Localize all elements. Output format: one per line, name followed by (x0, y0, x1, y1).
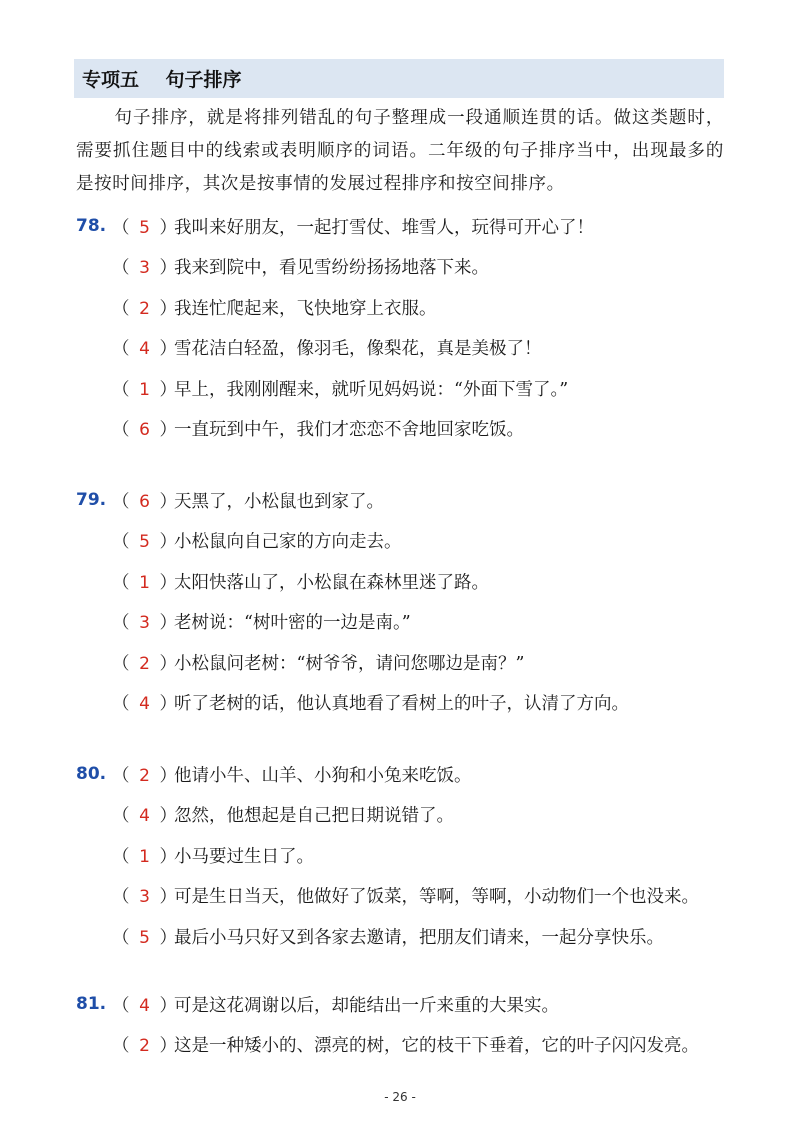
answer-parentheses (112, 762, 177, 787)
sentence-row (76, 683, 736, 724)
paren-right: ） (159, 995, 177, 1016)
sentence-row (76, 876, 736, 917)
answer-parentheses (112, 569, 177, 594)
answer-parentheses (112, 802, 177, 827)
sentence-row (76, 602, 736, 643)
answer-parentheses (112, 376, 177, 401)
paren-right: ） (159, 298, 177, 319)
paren-left: （ (112, 420, 130, 441)
sentence-row (76, 1025, 736, 1066)
sentence-row (76, 642, 736, 683)
sentence-text: 这是一种矮小的、漂亮的树，它的枝干下垂着，它的叶子闪闪发亮。 (174, 1036, 699, 1057)
sentence-text: 他请小牛、山羊、小狗和小兔来吃饭。 (174, 765, 472, 786)
paren-right: ） (159, 420, 177, 441)
sentence-row (76, 409, 736, 450)
question-block (76, 984, 736, 1065)
answer-parentheses (112, 335, 177, 360)
paren-left: （ (112, 379, 130, 400)
sentence-row (76, 328, 736, 369)
intro-paragraph (76, 102, 724, 201)
question-number: 78. (76, 216, 107, 237)
answer-parentheses (112, 214, 177, 239)
sentence-text: 老树说：“树叶密的一边是南。” (174, 613, 411, 634)
answer-parentheses (112, 992, 177, 1017)
answer-number: 4 (139, 694, 150, 715)
paren-left: （ (112, 217, 130, 238)
paren-left: （ (112, 806, 130, 827)
paren-left: （ (112, 258, 130, 279)
paren-left: （ (112, 887, 130, 908)
paren-left: （ (112, 613, 130, 634)
paren-left: （ (112, 532, 130, 553)
question-block (76, 754, 736, 957)
sentence-row (76, 984, 736, 1025)
sentence-text: 我来到院中，看见雪纷纷扬扬地落下来。 (174, 258, 489, 279)
paren-right: ） (159, 258, 177, 279)
answer-parentheses (112, 295, 177, 320)
paren-right: ） (159, 765, 177, 786)
answer-number: 2 (139, 298, 150, 319)
intro-text: 句子排序，就是将排列错乱的句子整理成一段通顺连贯的话。做这类题时，需要抓住题目中的线索或表明顺序的词语。二年级的句子排序当中，出现最多的是按时间排序，其次是按事情的发展过程排序和按空间排序。 (76, 108, 724, 194)
paren-left: （ (112, 572, 130, 593)
sentence-row (76, 561, 736, 602)
paren-left: （ (112, 927, 130, 948)
paren-right: ） (159, 694, 177, 715)
sentence-text: 太阳快落山了，小松鼠在森林里迷了路。 (174, 572, 489, 593)
sentence-text: 小松鼠问老树：“树爷爷，请问您哪边是南？” (174, 653, 525, 674)
paren-right: ） (159, 532, 177, 553)
answer-number: 5 (139, 532, 150, 553)
sentence-text: 最后小马只好又到各家去邀请，把朋友们请来，一起分享快乐。 (174, 927, 664, 948)
section-header (74, 59, 724, 98)
answer-parentheses (112, 924, 177, 949)
answer-number: 1 (139, 379, 150, 400)
sentence-row (76, 206, 736, 247)
sentence-text: 听了老树的话，他认真地看了看树上的叶子，认清了方向。 (174, 694, 629, 715)
question-number: 79. (76, 490, 107, 511)
paren-right: ） (159, 806, 177, 827)
answer-number: 6 (139, 491, 150, 512)
answer-parentheses (112, 843, 177, 868)
paren-right: ） (159, 846, 177, 867)
paren-right: ） (159, 613, 177, 634)
answer-number: 4 (139, 339, 150, 360)
answer-parentheses (112, 1032, 177, 1057)
answer-parentheses (112, 528, 177, 553)
paren-right: ） (159, 491, 177, 512)
sentence-row (76, 521, 736, 562)
answer-number: 2 (139, 653, 150, 674)
sentence-text: 一直玩到中午，我们才恋恋不舍地回家吃饭。 (174, 420, 524, 441)
paren-right: ） (159, 217, 177, 238)
section-title: 专项五 句子排序 (82, 69, 242, 91)
answer-parentheses (112, 254, 177, 279)
sentence-text: 我连忙爬起来，飞快地穿上衣服。 (174, 298, 437, 319)
sentence-row (76, 480, 736, 521)
page-number: - 26 - (384, 1090, 416, 1104)
answer-number: 2 (139, 1036, 150, 1057)
paren-right: ） (159, 572, 177, 593)
answer-parentheses (112, 650, 177, 675)
sentence-text: 忽然，他想起是自己把日期说错了。 (174, 806, 454, 827)
sentence-text: 早上，我刚刚醒来，就听见妈妈说：“外面下雪了。” (174, 379, 569, 400)
answer-number: 5 (139, 217, 150, 238)
question-block (76, 480, 736, 723)
sentence-row (76, 795, 736, 836)
answer-number: 1 (139, 846, 150, 867)
paren-left: （ (112, 339, 130, 360)
sentence-text: 我叫来好朋友，一起打雪仗、堆雪人，玩得可开心了！ (174, 217, 594, 238)
sentence-row (76, 247, 736, 288)
question-number: 80. (76, 764, 107, 785)
sentence-row (76, 835, 736, 876)
answer-number: 4 (139, 995, 150, 1016)
paren-left: （ (112, 491, 130, 512)
sentence-text: 可是这花凋谢以后，却能结出一斤来重的大果实。 (174, 995, 559, 1016)
paren-right: ） (159, 379, 177, 400)
sentence-text: 小马要过生日了。 (174, 846, 314, 867)
question-number: 81. (76, 994, 107, 1015)
sentence-row (76, 916, 736, 957)
paren-right: ） (159, 887, 177, 908)
answer-parentheses (112, 488, 177, 513)
sentence-row (76, 754, 736, 795)
paren-left: （ (112, 653, 130, 674)
answer-number: 5 (139, 927, 150, 948)
paren-left: （ (112, 995, 130, 1016)
answer-number: 3 (139, 258, 150, 279)
paren-left: （ (112, 1036, 130, 1057)
answer-parentheses (112, 609, 177, 634)
answer-number: 3 (139, 887, 150, 908)
sentence-text: 天黑了，小松鼠也到家了。 (174, 491, 384, 512)
paren-right: ） (159, 653, 177, 674)
paren-left: （ (112, 846, 130, 867)
answer-number: 6 (139, 420, 150, 441)
paren-right: ） (159, 339, 177, 360)
answer-number: 3 (139, 613, 150, 634)
answer-parentheses (112, 690, 177, 715)
sentence-text: 可是生日当天，他做好了饭菜，等啊，等啊，小动物们一个也没来。 (174, 887, 699, 908)
sentence-row (76, 368, 736, 409)
paren-left: （ (112, 694, 130, 715)
paren-right: ） (159, 1036, 177, 1057)
answer-number: 1 (139, 572, 150, 593)
answer-number: 4 (139, 806, 150, 827)
answer-number: 2 (139, 765, 150, 786)
sentence-row (76, 287, 736, 328)
answer-parentheses (112, 883, 177, 908)
paren-left: （ (112, 765, 130, 786)
paren-right: ） (159, 927, 177, 948)
sentence-text: 雪花洁白轻盈，像羽毛，像梨花，真是美极了！ (174, 339, 542, 360)
answer-parentheses (112, 416, 177, 441)
question-block (76, 206, 736, 449)
paren-left: （ (112, 298, 130, 319)
sentence-text: 小松鼠向自己家的方向走去。 (174, 532, 402, 553)
